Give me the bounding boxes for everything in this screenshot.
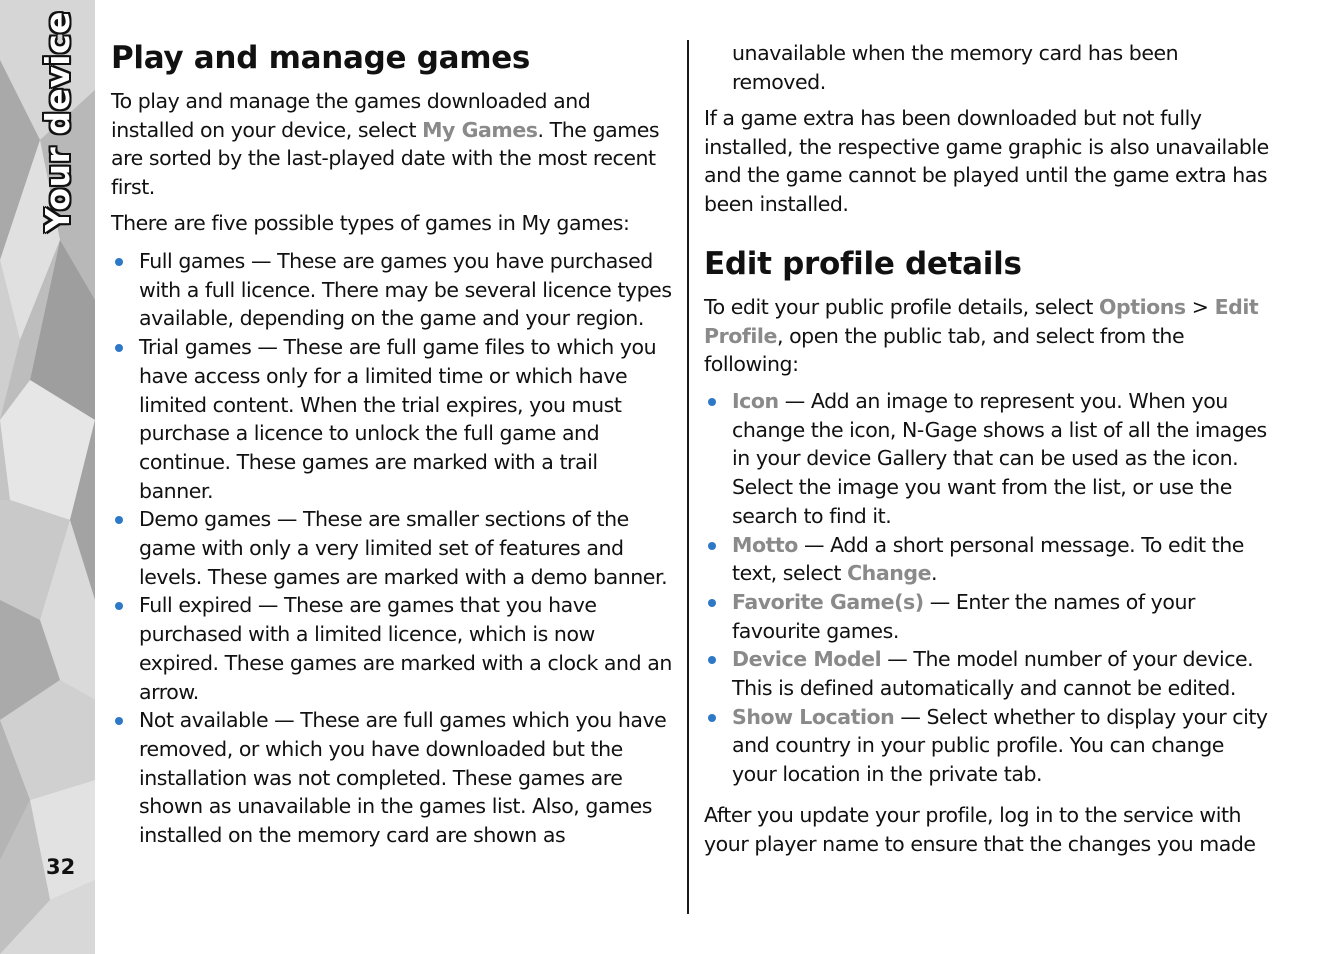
bullet-icon — [708, 714, 716, 722]
game-extra-note: If a game extra has been downloaded but not fully installed, the respective game graphic is also unavailable and the game cannot be played until the game extra has been installed. — [704, 106, 1269, 217]
bullet-icon — [708, 656, 716, 664]
list-item: Full games — These are games you have purchased with a full licence. There may be several licence types available, depending on the game and your region. — [111, 247, 676, 333]
page-number: 32 — [46, 855, 76, 879]
bullet-icon — [115, 344, 123, 352]
column-divider — [687, 40, 689, 914]
bullet-icon — [708, 542, 716, 550]
list-item: Demo games — These are smaller sections of the game with only a very limited set of features and levels. These games are marked with a demo banner. — [111, 505, 676, 591]
icon-option[interactable]: Icon — [732, 389, 779, 413]
edit-profile-intro: To edit your public profile details, select Options > Edit Profile, open the public tab, and select from the following: — [704, 295, 1259, 377]
favorite-games-option[interactable]: Favorite Game(s) — [732, 589, 924, 614]
list-item-favorite-games: Favorite Game(s) — Enter the names of your favourite games. — [704, 588, 1270, 645]
list-item-device-model: Device Model — The model number of your device. This is defined automatically and cannot be edited. — [704, 645, 1270, 702]
intro-paragraph: To play and manage the games downloaded and installed on your device, select My Games. The games are sorted by the last-played date with the most recent first. — [111, 89, 660, 200]
list-item: Full expired — These are games that you have purchased with a limited licence, which is now expired. These games are marked with a clock and an arrow. — [111, 591, 676, 706]
profile-fields-list — [704, 387, 1270, 789]
list-item: Trial games — These are full game files to which you have access only for a limited time or which have limited content. When the trial expires, you must purchase a licence to unlock the full game and continue. These games are marked with a trail banner. — [111, 333, 676, 505]
section-title-edit-profile: Edit profile details — [704, 246, 1022, 282]
section-title-play-games: Play and manage games — [111, 40, 531, 76]
continuation-text: unavailable when the memory card has been removed. — [732, 41, 1179, 94]
game-types-list — [111, 247, 676, 850]
bullet-icon — [115, 602, 123, 610]
bullet-icon — [708, 398, 716, 406]
list-item-icon: Icon — Add an image to represent you. When you change the icon, N-Gage shows a list of all the images in your device Gallery that can be used as the icon. Select the image you want from the list, or use the search to find it. — [704, 387, 1270, 531]
bullet-icon — [115, 717, 123, 725]
list-item-show-location: Show Location — Select whether to display your city and country in your public profile. You can change your location in the private tab. — [704, 703, 1270, 789]
change-option[interactable]: Change — [847, 561, 932, 586]
section-tab: Your device — [38, 10, 77, 232]
list-item-motto: Motto — Add a short personal message. To edit the text, select Change. — [704, 531, 1270, 588]
types-intro: There are five possible types of games in My games: — [111, 211, 630, 235]
bullet-icon — [115, 258, 123, 266]
motto-option[interactable]: Motto — [732, 532, 798, 557]
show-location-option[interactable]: Show Location — [732, 704, 895, 729]
sidebar-decoration — [0, 0, 95, 954]
list-item: Not available — These are full games which you have removed, or which you have downloaded but the installation was not completed. These games are shown as unavailable in the games list. Also, games installed on the memory card are shown as — [111, 706, 676, 850]
closing-paragraph: After you update your profile, log in to the service with your player name to ensure that the changes you made — [704, 803, 1256, 856]
my-games-link[interactable]: My Games — [422, 117, 538, 142]
device-model-option[interactable]: Device Model — [732, 647, 882, 672]
edit-profile-link[interactable]: Edit Profile — [704, 295, 1259, 348]
bullet-icon — [708, 599, 716, 607]
bullet-icon — [115, 516, 123, 524]
options-menu-link[interactable]: Options — [1099, 295, 1186, 319]
